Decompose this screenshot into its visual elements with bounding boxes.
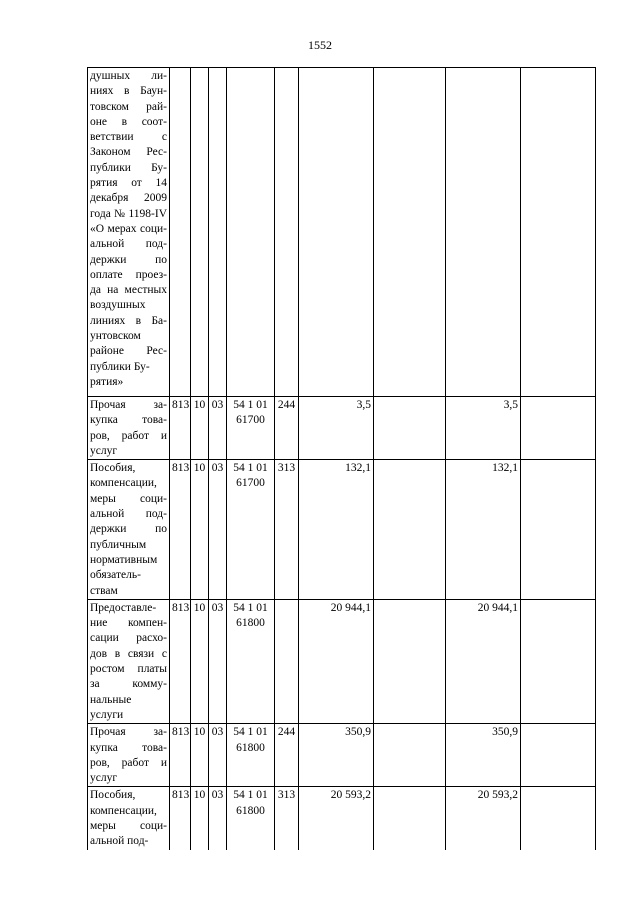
section-code-cell: 10	[191, 599, 209, 723]
page-number: 1552	[308, 38, 332, 52]
section-code-cell	[191, 68, 209, 397]
federal-amount-cell: 20 593,2	[446, 787, 521, 850]
regional-amount-cell	[374, 68, 446, 397]
target-article-cell	[227, 68, 275, 397]
subsection-code-cell: 03	[209, 787, 227, 850]
table-row	[88, 787, 596, 850]
row-name-cell: Прочая за- купка това- ров, работ и услуг	[88, 724, 170, 787]
ministry-code-cell: 813	[170, 397, 191, 460]
federal-amount-cell: 20 944,1	[446, 599, 521, 723]
table-row	[88, 68, 596, 397]
total-amount-cell: 3,5	[299, 397, 374, 460]
expense-type-cell: 313	[275, 787, 299, 850]
subsection-code-cell: 03	[209, 460, 227, 600]
regional-amount-cell	[374, 787, 446, 850]
regional-amount-cell	[374, 460, 446, 600]
regional-amount-cell	[374, 397, 446, 460]
table-row	[88, 397, 596, 460]
expense-type-cell: 244	[275, 397, 299, 460]
target-article-cell: 54 1 01 61800	[227, 787, 275, 850]
total-amount-cell: 350,9	[299, 724, 374, 787]
federal-amount-cell	[446, 68, 521, 397]
section-code-cell: 10	[191, 787, 209, 850]
subsection-code-cell: 03	[209, 724, 227, 787]
row-name-cell: Прочая за- купка това- ров, работ и услуг	[88, 397, 170, 460]
ministry-code-cell: 813	[170, 724, 191, 787]
target-article-cell: 54 1 01 61800	[227, 724, 275, 787]
row-name-cell: Пособия, компенсации, меры соци- альной под-	[88, 787, 170, 850]
total-amount-cell	[299, 68, 374, 397]
extra-amount-cell	[521, 787, 596, 850]
budget-table	[87, 67, 596, 850]
section-code-cell: 10	[191, 397, 209, 460]
regional-amount-cell	[374, 599, 446, 723]
table-row	[88, 724, 596, 787]
total-amount-cell: 132,1	[299, 460, 374, 600]
table-row	[88, 599, 596, 723]
federal-amount-cell: 3,5	[446, 397, 521, 460]
extra-amount-cell	[521, 724, 596, 787]
row-name-cell: душных ли- ниях в Баун- товском рай- оне в соот- ветствии с Законом Рес- публики Бу- рятия от 14 декабря 2009 года № 1198-IV «О мерах соци- альной под- держки по оплате проез- да на местных воздушных линиях в Ба- унтовском районе Рес- публики Бу- рятия»	[88, 68, 170, 397]
ministry-code-cell: 813	[170, 460, 191, 600]
extra-amount-cell	[521, 599, 596, 723]
total-amount-cell: 20 944,1	[299, 599, 374, 723]
expense-type-cell: 244	[275, 724, 299, 787]
row-name-cell: Предоставле- ние компен- сации расхо- дов в связи с ростом платы за комму- нальные услуги	[88, 599, 170, 723]
ministry-code-cell: 813	[170, 787, 191, 850]
target-article-cell: 54 1 01 61700	[227, 397, 275, 460]
ministry-code-cell	[170, 68, 191, 397]
federal-amount-cell: 350,9	[446, 724, 521, 787]
ministry-code-cell: 813	[170, 599, 191, 723]
subsection-code-cell	[209, 68, 227, 397]
subsection-code-cell: 03	[209, 397, 227, 460]
expense-type-cell	[275, 68, 299, 397]
expense-type-cell	[275, 599, 299, 723]
table-row	[88, 460, 596, 600]
extra-amount-cell	[521, 460, 596, 600]
federal-amount-cell: 132,1	[446, 460, 521, 600]
row-name-cell: Пособия, компенсации, меры соци- альной под- держки по публичным нормативным обязатель- ствам	[88, 460, 170, 600]
expense-type-cell: 313	[275, 460, 299, 600]
section-code-cell: 10	[191, 460, 209, 600]
total-amount-cell: 20 593,2	[299, 787, 374, 850]
subsection-code-cell: 03	[209, 599, 227, 723]
extra-amount-cell	[521, 397, 596, 460]
regional-amount-cell	[374, 724, 446, 787]
target-article-cell: 54 1 01 61800	[227, 599, 275, 723]
extra-amount-cell	[521, 68, 596, 397]
section-code-cell: 10	[191, 724, 209, 787]
target-article-cell: 54 1 01 61700	[227, 460, 275, 600]
